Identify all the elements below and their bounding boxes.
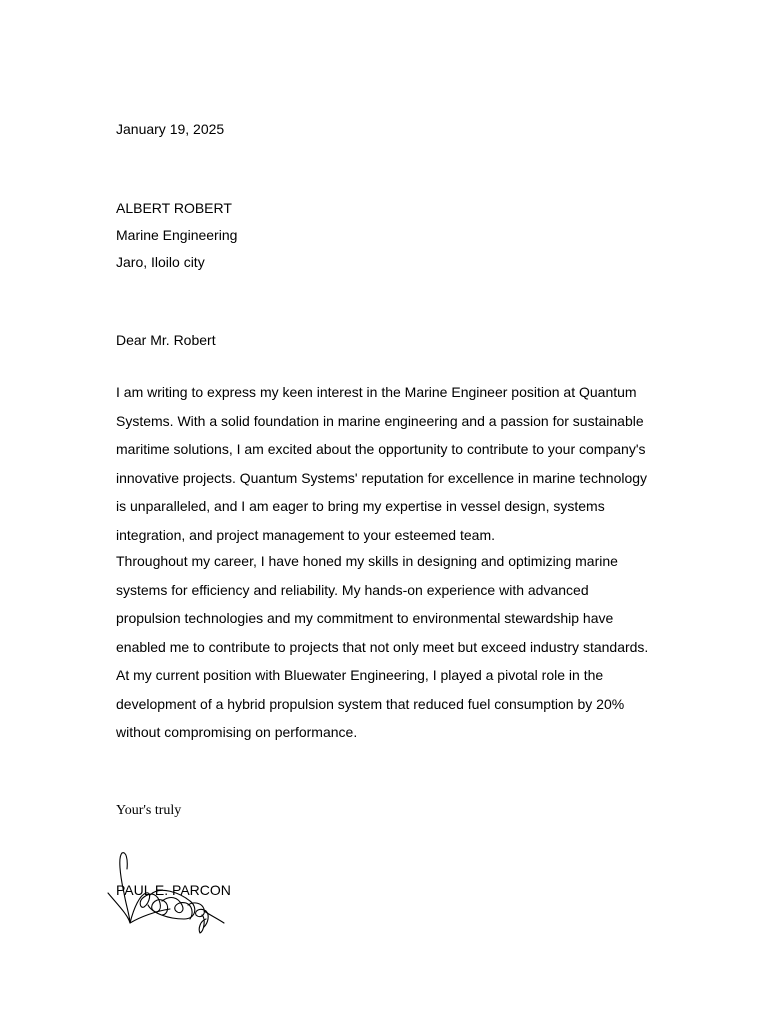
recipient-name: ALBERT ROBERT — [116, 200, 232, 216]
closing: Your's truly — [116, 803, 182, 818]
signer-name: PAUL E. PARCON — [116, 882, 231, 898]
recipient-location: Jaro, Iloilo city — [116, 254, 205, 270]
recipient-department: Marine Engineering — [116, 227, 238, 243]
body-paragraph-2: Throughout my career, I have honed my skills in designing and optimizing marine systems for efficiency and reliability. My hands-on experience with advanced propulsion technologies and my commitment to environmental stewardship have enabled me to contribute to projects that not only meet but exceed industry standards. At my current position with Bluewater Engineering, I played a pivotal role in the development of a hybrid propulsion system that reduced fuel consumption by 20% without compromising on performance. — [116, 553, 649, 740]
body-paragraph-1: I am writing to express my keen interest in the Marine Engineer position at Quantum Systems. With a solid foundation in marine engineering and a passion for sustainable maritime solutions, I am excited about the opportunity to contribute to your company's innovative projects. Quantum Systems' reputation for excellence in marine technology is unparalleled, and I am eager to bring my expertise in vessel design, systems integration, and project management to your esteemed team. — [116, 384, 648, 543]
salutation: Dear Mr. Robert — [116, 332, 216, 348]
letter-date: January 19, 2025 — [116, 121, 225, 137]
handwritten-signature — [100, 845, 230, 940]
